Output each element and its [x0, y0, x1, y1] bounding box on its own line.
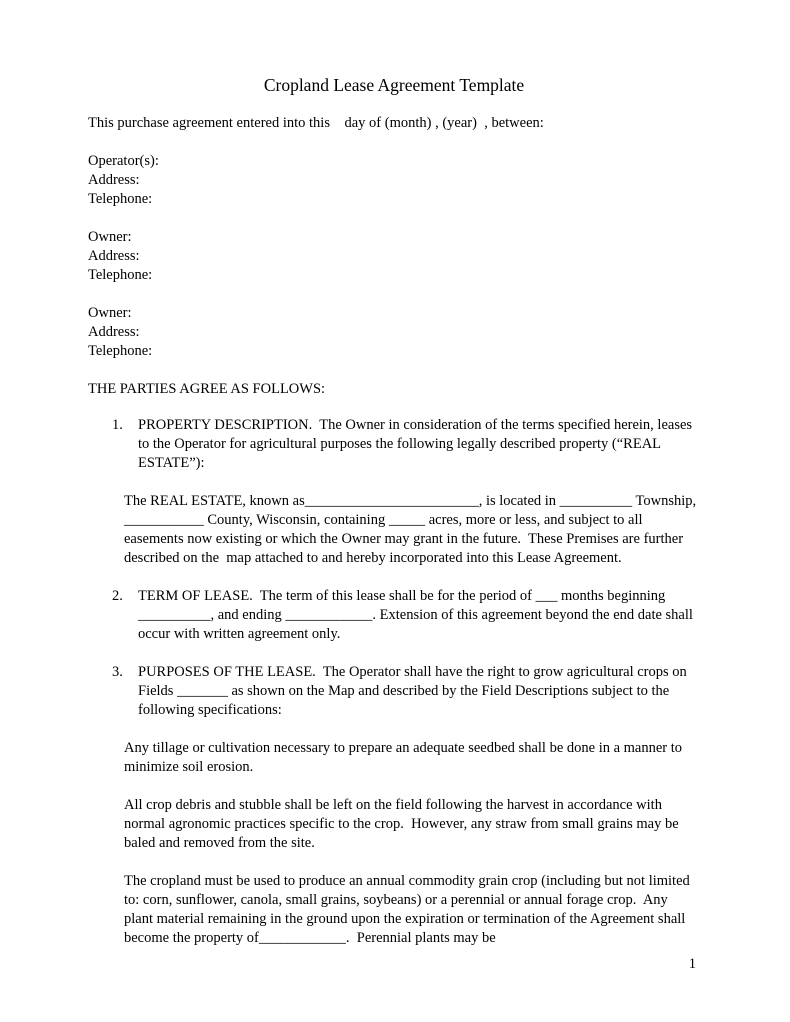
term-of-lease-lead: TERM OF LEASE. The term of this lease shall be for the period of ___ months beginning __________, and ending ____________. Extension of this agreement beyond the end date shall occur with written agreement only. — [138, 588, 697, 642]
list-item-body — [124, 663, 700, 948]
owner-label: Owner: — [88, 229, 132, 245]
owner-telephone-label: Telephone: — [88, 343, 153, 359]
list-item-body — [124, 416, 700, 568]
tillage-paragraph: Any tillage or cultivation necessary to prepare an adequate seedbed shall be done in a manner to minimize soil erosion. — [124, 740, 686, 775]
list-item-term-of-lease — [88, 587, 700, 644]
list-item-number: 2. — [112, 588, 123, 604]
agreement-heading: THE PARTIES AGREE AS FOLLOWS: — [88, 381, 326, 397]
owner-label: Owner: — [88, 305, 132, 321]
owner-address-label: Address: — [88, 248, 140, 264]
operator-block — [88, 152, 700, 209]
crop-debris-paragraph: All crop debris and stubble shall be left on the field following the harvest in accordance with normal agronomic practices specific to the crop. However, any straw from small grains may be baled and removed from the site. — [124, 797, 683, 851]
list-item-purposes-of-lease — [88, 663, 700, 948]
list-item-property-description — [88, 416, 700, 568]
operator-address-label: Address: — [88, 172, 140, 188]
intro-paragraph: This purchase agreement entered into this day of (month) , (year) , between: — [88, 115, 544, 131]
property-description-lead: PROPERTY DESCRIPTION. The Owner in consideration of the terms specified herein, leases to the Operator for agricultural purposes the following legally described property (“REAL ESTATE”): — [138, 417, 696, 471]
purposes-of-lease-lead: PURPOSES OF THE LEASE. The Operator shall have the right to grow agricultural crops on Fields _______ as shown on the Map and described by the Field Descriptions subject to the following specifications: — [138, 664, 691, 718]
list-item-body — [138, 587, 700, 644]
cropland-use-paragraph: The cropland must be used to produce an annual commodity grain crop (including but not limited to: corn, sunflower, canola, small grains, soybeans) or a perennial or annual forage crop. Any plant material remaining in the ground upon the expiration or termination of the Agreement shall become the property of____________. Perennial plants may be — [124, 873, 694, 946]
page-number: 1 — [688, 956, 696, 972]
owner-telephone-label: Telephone: — [88, 267, 153, 283]
owner-address-label: Address: — [88, 324, 140, 340]
owner-block-1 — [88, 228, 700, 285]
operator-label: Operator(s): — [88, 153, 159, 169]
list-item-number: 3. — [112, 664, 123, 680]
owner-block-2 — [88, 304, 700, 361]
real-estate-paragraph: The REAL ESTATE, known as________________________, is located in __________ Township, ___________ County, Wisconsin, containing _____ acres, more or less, and subject to all easements now existing or which the Owner may grant in the future. These Premises are further described on the map attached to and hereby incorporated into this Lease Agreement. — [124, 493, 700, 566]
list-item-number: 1. — [112, 417, 123, 433]
operator-telephone-label: Telephone: — [88, 191, 153, 207]
document-title: Cropland Lease Agreement Template — [263, 75, 525, 95]
